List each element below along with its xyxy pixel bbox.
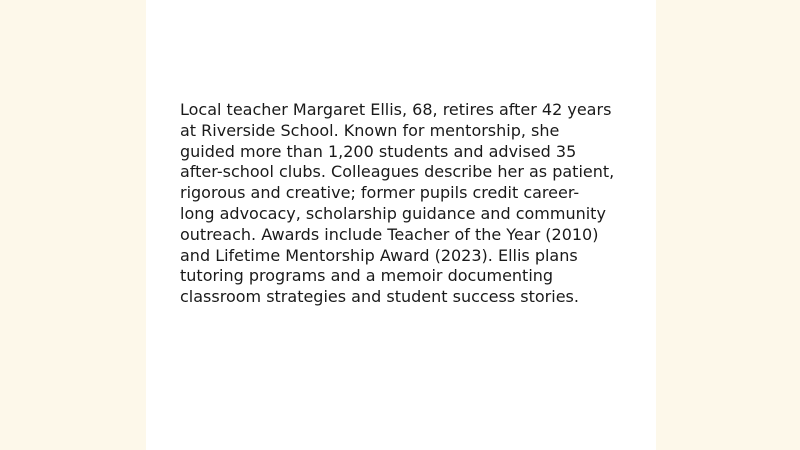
article-body-text: Local teacher Margaret Ellis, 68, retires after 42 years at Riverside School. Known for mentorship, she guided more than 1,200 students and advised 35 after-school clubs. Colleagues describe her as patient, rigorous and creative; former pupils credit career- long advocacy, scholarship guidance and community outreach. Awards include Teacher of the Year (2010) and Lifetime Mentorship Award (2023). Ellis plans tutoring programs and a memoir documenting classroom strategies and student success stories. — [180, 100, 615, 307]
document-page — [146, 0, 656, 450]
